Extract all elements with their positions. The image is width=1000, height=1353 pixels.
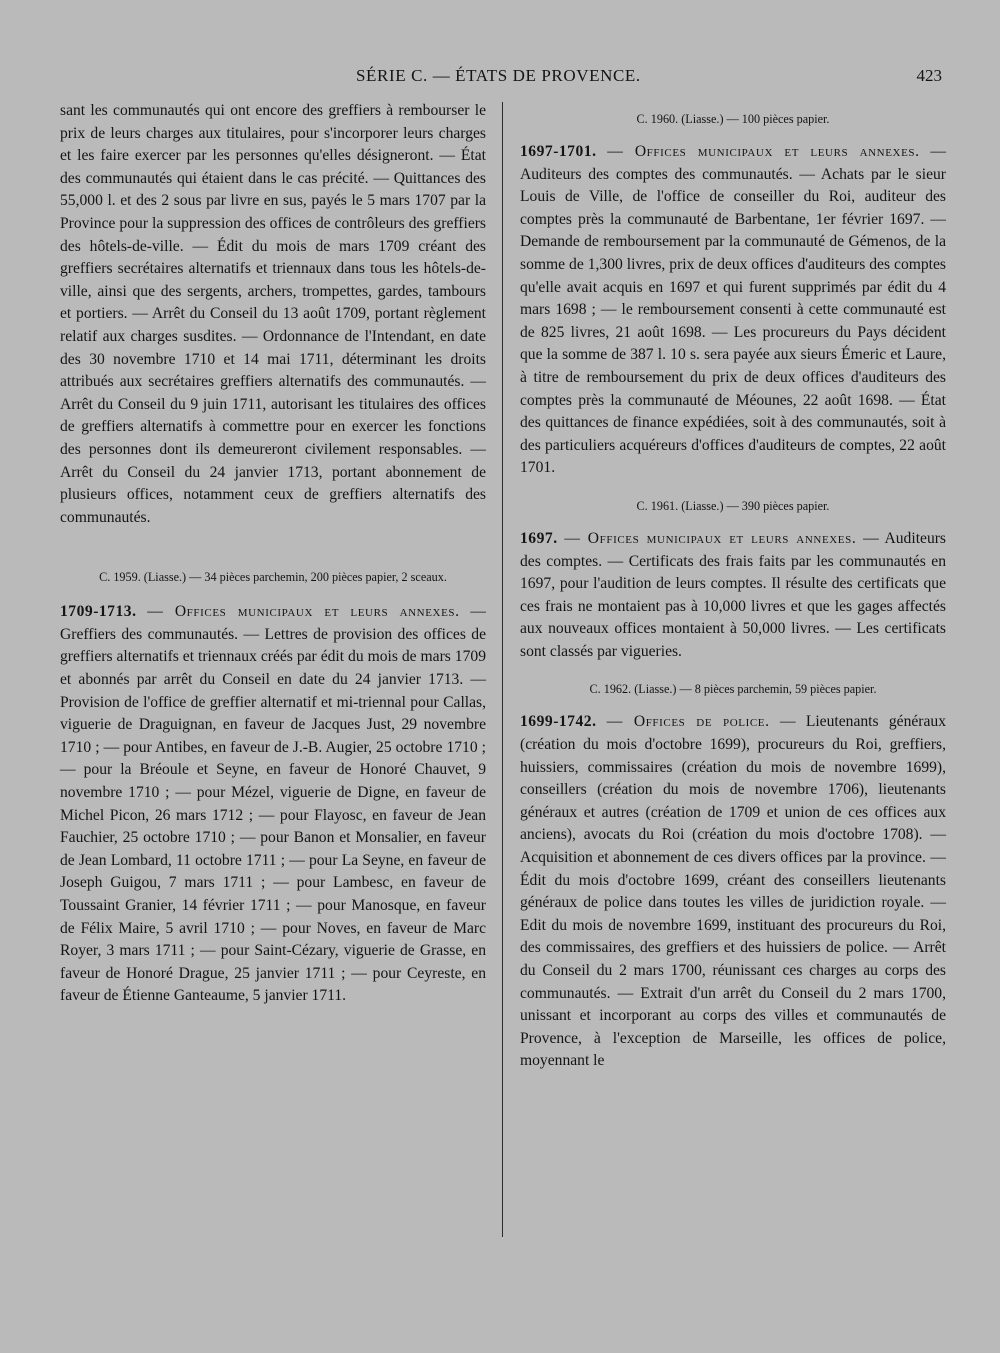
entry-text: — Lieutenants généraux (création du mois d'octobre 1699), procureurs du Roi, greffiers, huissiers, commissaires (création du mois de novembre 1699), conseillers (création du mois de novembre 1706), lieutenants généraux et autres (création de 1709 et union de ces offices aux anciens), avocats du Roi (création du mois d'octobre 1708). — Acquisition et abonnement de ces divers offices par la province. — Édit du mois d'octobre 1699, créant des conseillers lieutenants généraux de police dans toutes les villes de juridiction royale. — Edit du mois de novembre 1699, instituant des procureurs du Roi, des commissaires, des greffiers et des huissiers de police. — Arrêt du Conseil du 2 mars 1700, réunissant ces charges au corps des communautés. — Extrait d'un arrêt du Conseil du 2 mars 1700, unissant et incorporant au corps des villes et communautés de Provence, à l'exception de Marseille, les offices de police, moyennant le	[520, 713, 947, 1070]
right-column	[520, 100, 946, 1073]
entry-heading: — Offices municipaux et leurs annexes.	[564, 529, 857, 547]
cote-c1959: C. 1959. (Liasse.) — 34 pièces parchemin, 200 pièces papier, 2 sceaux.	[99, 570, 447, 585]
entry-date: 1697.	[520, 529, 558, 547]
entry-date: 1709-1713.	[60, 603, 137, 621]
entry-1697	[520, 528, 946, 664]
entry-date: 1697-1701.	[520, 143, 597, 160]
entry-text: — Auditeurs des comptes. — Certificats des frais faits par les communautés en 1697, pour l'audition de leurs comptes. Il résulte des certificats que ces frais ne montaient pas à 10,000 livres et que les gages affectés aux nouveaux offices montaient à 50,000 livres. — Les certificats sont classés par vigueries.	[520, 529, 946, 660]
entry-heading: — Offices municipaux et leurs annexes.	[147, 603, 460, 621]
cote-c1960: C. 1960. (Liasse.) — 100 pièces papier.	[636, 112, 830, 126]
page-header	[60, 66, 950, 94]
entry-text: — Greffiers des communautés. — Lettres de provision des offices de greffiers alternatifs et triennaux créés par édit du mois de mars 1709 et abonnés par arrêt du Conseil en date du 24 janvier 1713. — Provision de l'office de greffier alternatif et mi-triennal pour Callas, viguerie de Draguignan, en faveur de Jacques Just, 29 novembre 1710 ; — pour Antibes, en faveur de J.-B. Augier, 25 octobre 1710 ; — pour la Bréoule et Seyne, en faveur de Honoré Chauvet, 9 novembre 1710 ; — pour Mézel, viguerie de Digne, en faveur de Michel Picon, 26 mars 1712 ; — pour Flayosc, en faveur de Jean Fauchier, 25 octobre 1710 ; — pour Banon et Monsalier, en faveur de Jean Lombard, 11 octobre 1711 ; — pour La Seyne, en faveur de Joseph Guigou, 7 mars 1711 ; — pour Lambesc, en faveur de Toussaint Granier, 14 février 1711 ; — pour Manosque, en faveur de Félix Maire, 5 avril 1710 ; — pour Noves, en faveur de Marc Royer, 3 mars 1711 ; — pour Saint-Cézary, viguerie de Grasse, en faveur de Honoré Drague, 25 janvier 1711 ; — pour Ceyreste, en faveur de Étienne Ganteaume, 5 janvier 1711.	[60, 603, 486, 1005]
cote-c1962: C. 1962. (Liasse.) — 8 pièces parchemin, 59 pièces papier.	[589, 682, 877, 697]
running-title: SÉRIE C. — ÉTATS DE PROVENCE.	[356, 66, 641, 85]
column-divider	[502, 102, 503, 1237]
left-column	[60, 100, 486, 1008]
entry-1709-1713	[60, 601, 486, 1008]
page-number: 423	[916, 66, 942, 85]
continuation-paragraph: sant les communautés qui ont encore des greffiers à rembourser le prix de leurs charges aux titulaires, pour s'incorporer leurs charges et les faire exercer par les personnes qu'elles désigneront. — État des communautés qui étaient dans le cas précité. — Quittances des 55,000 l. et des 2 sous par livre en sus, payés le 5 mars 1707 par la Province pour la suppression des offices de contrôleurs des greffiers des hôtels-de-ville. — Édit du mois de mars 1709 créant des greffiers secrétaires alternatifs et triennaux dans tous les hôtels-de-ville, ainsi que des sergents, archers, trompettes, gardes, tambours et portiers. — Arrêt du Conseil du 13 août 1709, portant règlement relatif aux charges susdites. — Ordonnance de l'Intendant, en date des 30 novembre 1710 et 14 mai 1711, déterminant les droits attribués aux secrétaires greffiers alternatifs des communautés. — Arrêt du Conseil du 9 juin 1711, autorisant les titulaires des offices de greffiers alternatifs à commettre pour en exercer les fonctions des personnes dont ils demeureront civilement responsables. — Arrêt du Conseil du 24 janvier 1713, portant abonnement de plusieurs offices, notamment ceux de greffiers alternatifs des communautés.	[60, 102, 486, 526]
entry-text: — Auditeurs des comptes des communautés. — Achats par le sieur Louis de Ville, de l'office de conseiller du Roi, auditeur des comptes près la communauté de Barbentane, 1er février 1697. — Demande de remboursement par la communauté de Gémenos, de la somme de 1,300 livres, prix de deux offices d'auditeurs des comptes qu'elle avait acquis en 1697 et qui furent supprimés par édit du 4 mars 1698 ; — le remboursement consenti à cette communauté est de 825 livres, 21 août 1698. — Les procureurs du Pays décident que la somme de 387 l. 10 s. sera payée aux sieurs Émeric et Laure, à titre de remboursement du prix de deux offices d'auditeurs des comptes près la communauté de Méounes, 22 août 1698. — État des quittances de finance expédiées, soit à des communautés, soit à des particuliers acquéreurs d'offices d'auditeurs de comptes, 22 août 1701.	[520, 143, 946, 477]
cote-c1961: C. 1961. (Liasse.) — 390 pièces papier.	[636, 498, 830, 513]
entry-1697-1701	[520, 141, 946, 480]
entry-date: 1699-1742.	[520, 713, 597, 731]
entry-1699-1742	[520, 711, 946, 1073]
entry-heading: — Offices de police.	[606, 713, 770, 731]
entry-heading: — Offices municipaux et leurs annexes.	[607, 143, 920, 160]
